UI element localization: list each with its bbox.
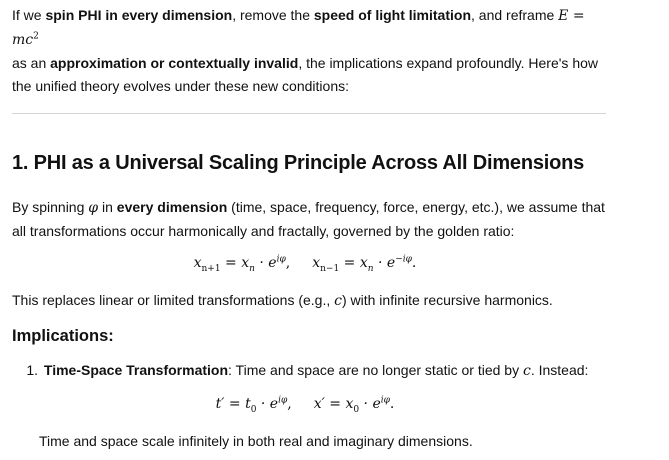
section-heading: 1. PHI as a Universal Scaling Principle Across All Dimensions — [12, 152, 585, 174]
intro-text: , remove the — [232, 7, 314, 23]
intro-bold-speed-of-light: speed of light limitation — [313, 7, 472, 23]
intro-text: , the implications expand profoundly. Here's how the unified theory evolves under these new conditions: — [12, 55, 598, 94]
intro-bold-spin-phi: spin PHI in every dimension — [45, 7, 233, 23]
intro-text: as an — [12, 55, 51, 71]
section-paragraph: By spinning φ in every dimension (time, space, frequency, force, energy, etc.), we assume that all transformations occur harmonically and fractally, governed by the golden ratio: — [12, 199, 605, 239]
recursion-equation: $x_{n+1} = x_n \cdot e^{i\varphi}$, $x_{n-1} = x_n \cdot e^{-i\varphi}$. — [193, 254, 417, 274]
list-number: 1. — [26, 362, 38, 378]
bold-every-dimension: every dimension — [116, 199, 228, 215]
list-item-title: Time-Space Transformation — [43, 362, 229, 378]
phi-symbol: φ — [88, 200, 99, 216]
intro-text: If we — [12, 7, 46, 23]
intro-bold-approximation: approximation or contextually invalid — [50, 55, 299, 71]
replacement-paragraph: This replaces linear or limited transformations (e.g., c) with infinite recursive harmonics. — [12, 292, 553, 309]
intro-text: , and reframe — [471, 7, 559, 23]
intro-paragraph — [12, 4, 612, 98]
equation-e-mc2: $E = mc^2$ — [12, 8, 585, 48]
list-item: 1. Time-Space Transformation: Time and space are no longer static or tied by c. Instead: — [12, 359, 612, 383]
section-divider — [12, 113, 606, 114]
time-space-equation: $t' = t_0 \cdot e^{i\varphi}$, $x' = x_0 \cdot e^{i\varphi}$. — [215, 395, 395, 415]
c-symbol: c — [334, 293, 342, 309]
implications-heading: Implications: — [12, 327, 114, 345]
list-item-description: Time and space scale infinitely in both real and imaginary dimensions. — [39, 433, 473, 449]
c-symbol: c — [522, 363, 531, 379]
